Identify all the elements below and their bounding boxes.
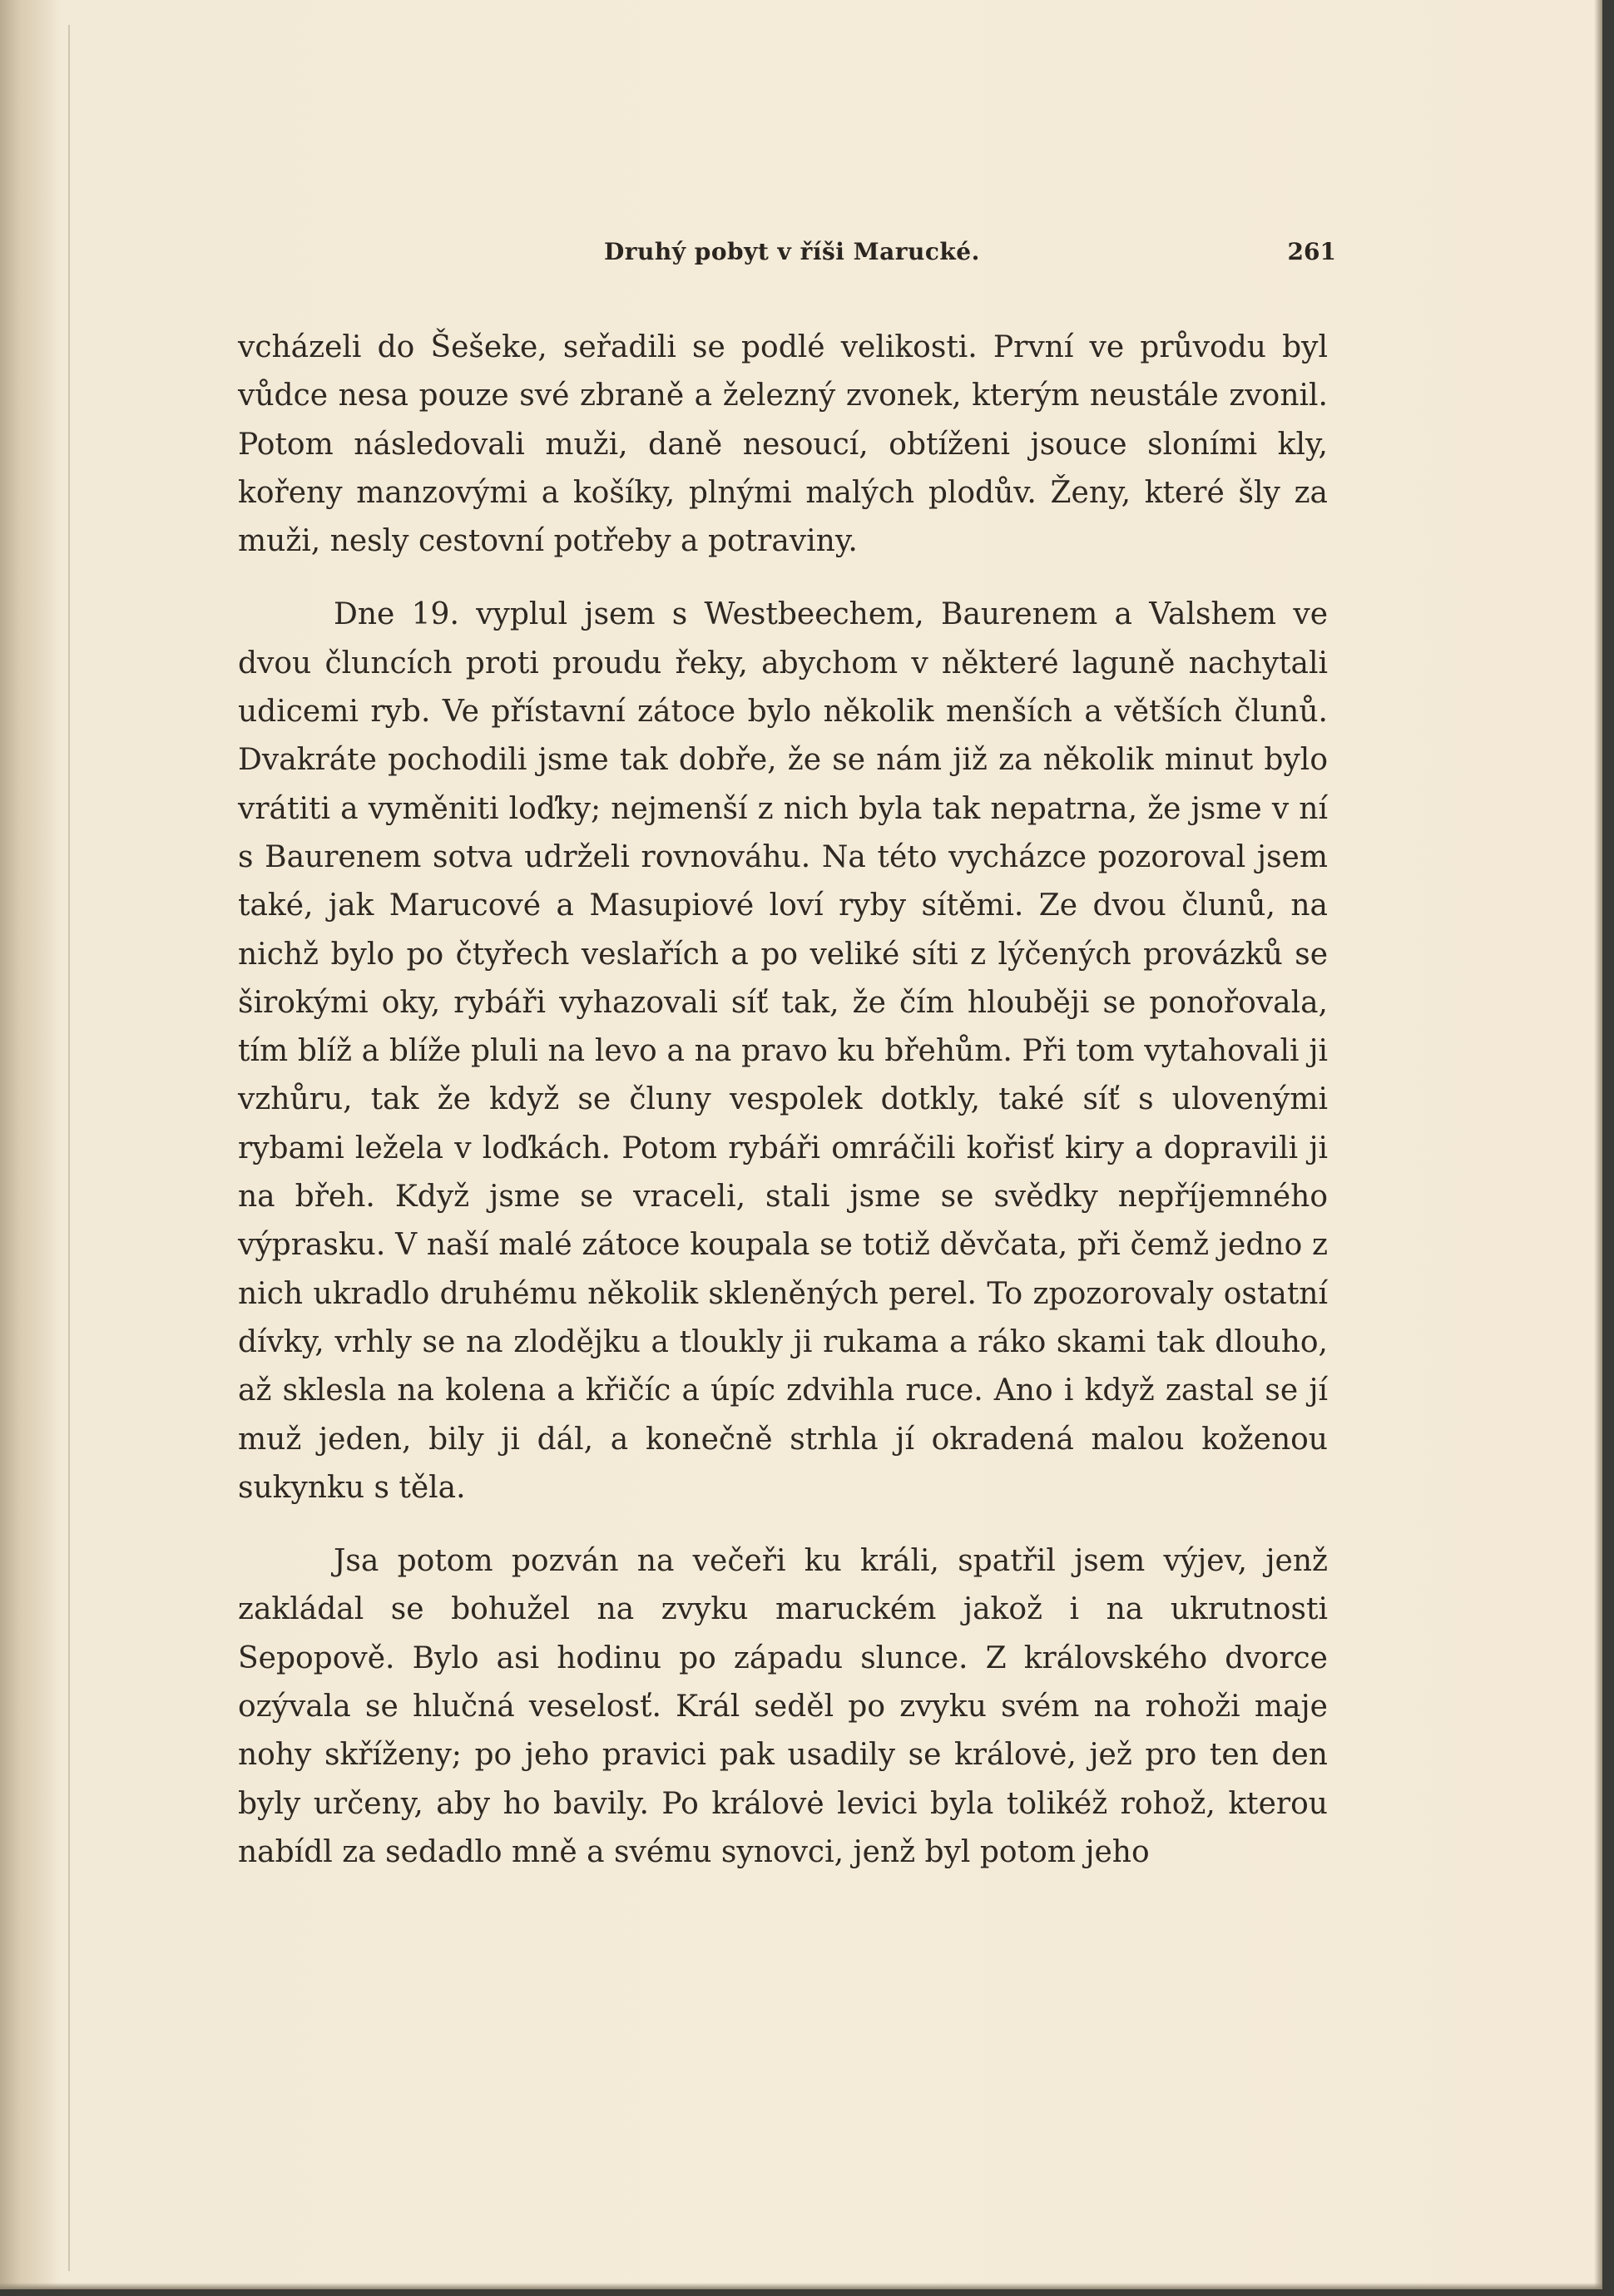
binding-line bbox=[68, 25, 70, 2271]
paragraph-3 bbox=[238, 1537, 1328, 1877]
paragraph-text: Jsa potom pozván na večeři ku králi, spatřil jsem výjev, jenž zakládal se bohužel na zvyku maruckém jakož i na ukrutnosti Sepopově. Bylo asi hodinu po západu slunce. Z královského dvorce ozývala se hlučná veselosť. Král seděl po zvyku svém na rohoži maje nohy skříženy; po jeho pravici pak usadily se královė, jež pro ten den byly určeny, aby ho bavily. Po královė levici byla tolikéž rohož, kterou nabídl za sedadlo mně a svému synovci, jenž byl potom jeho bbox=[238, 1544, 1328, 1869]
body-text bbox=[238, 324, 1328, 1877]
page-number: 261 bbox=[1287, 238, 1336, 265]
paragraph-text: vcházeli do Šešeke, seřadili se podlé velikosti. První ve průvodu byl vůdce nesa pouze své zbraně a železný zvonek, kterým neustále zvonil. Potom následovali muži, daně nesoucí, obtíženi jsouce sloními kly, kořeny manzovými a košíky, plnými malých plodův. Ženy, které šly za muži, nesly cestovní potřeby a potraviny. bbox=[238, 330, 1328, 559]
page-edge-right bbox=[1594, 0, 1602, 2289]
paragraph-1 bbox=[238, 324, 1328, 566]
paragraph-2 bbox=[238, 591, 1328, 1512]
page-edge-bottom bbox=[0, 2283, 1602, 2289]
paragraph-text: Dne 19. vyplul jsem s Westbeechem, Baurenem a Valshem ve dvou čluncích proti proudu řeky, abychom v některé laguně nachytali udicemi ryb. Ve přístavní zátoce bylo několik menších a větších člunů. Dvakráte pochodili jsme tak dobře, že se nám již za několik minut bylo vrátiti a vyměniti loďky; nejmenší z nich byla tak nepatrna, že jsme v ní s Baurenem sotva udrželi rovnováhu. Na této vycházce pozoroval jsem také, jak Marucové a Masupiové loví ryby sítěmi. Ze dvou člunů, na nichž bylo po čtyřech veslařích a po veliké síti z lýčených provázků se širokými oky, rybáři vyhazovali síť tak, že čím hlouběji se ponořovala, tím blíž a blíže pluli na levo a na pravo ku břehům. Při tom vytahovali ji vzhůru, tak že když se čluny vespolek dotkly, také síť s ulovenými rybami ležela v loďkách. Potom rybáři omráčili kořisť kiry a dopravili ji na břeh. Když jsme se vraceli, stali jsme se svědky nepříjemného výprasku. V naší malé zátoce koupala se totiž děvčata, při čemž jedno z nich ukradlo druhému několik skleněných perel. To zpozorovaly ostatní dívky, vrhly se na zlodějku a tloukly ji rukama a ráko skami tak dlouho, až sklesla na kolena a křičíc a úpíc zdvihla ruce. Ano i když zastal se jí muž jeden, bily ji dál, a konečně strhla jí okradená malou koženou sukynku s těla. bbox=[238, 597, 1328, 1505]
binding-shadow bbox=[0, 0, 58, 2289]
running-title: Druhý pobyt v říši Marucké. bbox=[604, 238, 980, 265]
page-header bbox=[238, 238, 1336, 271]
